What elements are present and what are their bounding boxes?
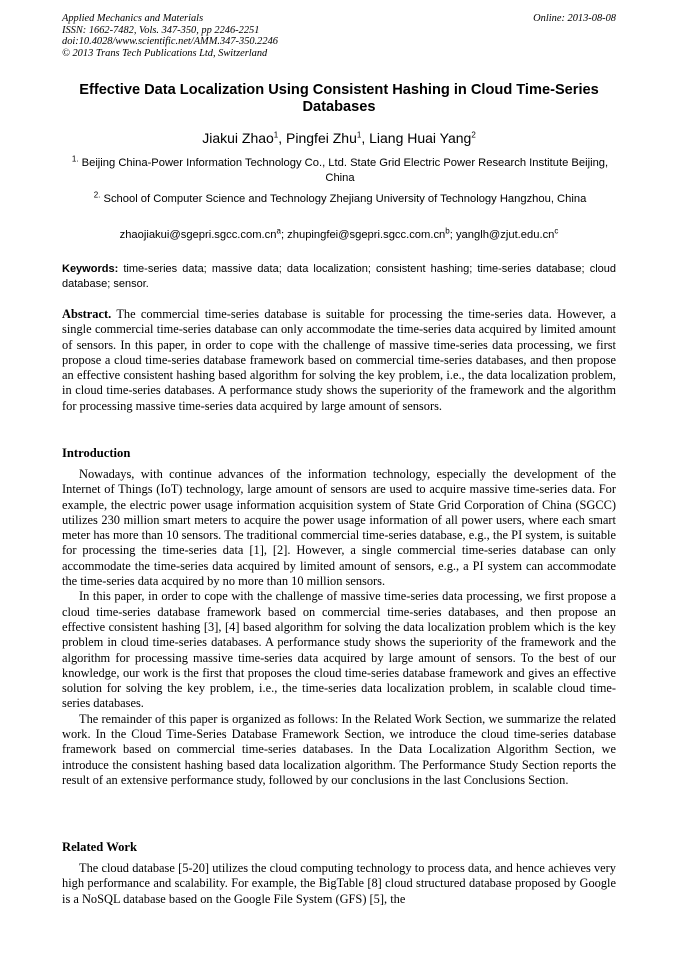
paragraph: In this paper, in order to cope with the challenge of massive time-series data processing, we first propose a cloud time-series database framework based on commercial time-series databases, and then propose an effective consistent hashing [3], [4] based algorithm for solving the data localization problem which is the key problem in cloud time-series databases. A performance study shows the superiority of the framework and the algorithm for processing massive time-series data acquired by large amount of sensors. To the best of our knowledge, our work is the first that proposes the cloud time-series database framework and gives an effective solution for solving the key problem, i.e., the time-series data localization problem, in scalable cloud time-series databases. <box>62 589 616 711</box>
issn-line: ISSN: 1662-7482, Vols. 347-350, pp 2246-2251 <box>62 24 260 36</box>
author-name: Jiakui Zhao <box>202 130 274 146</box>
affiliation <box>70 192 610 207</box>
author-name: Pingfei Zhu <box>286 130 357 146</box>
online-date: Online: 2013-08-08 <box>533 13 616 24</box>
affiliation <box>70 156 610 186</box>
paragraph: The cloud database [5-20] utilizes the cloud computing technology to process data, and hence achieves very high performance and scalability. For example, the BigTable [8] cloud structured database proposed by Google is a NoSQL database based on the Google File System (GFS) [5], the <box>62 861 616 906</box>
affiliation-text: Beijing China-Power Information Technology Co., Ltd. State Grid Electric Power Research Institute Beijing, China <box>81 157 609 184</box>
author-affiliation-mark: 1 <box>273 130 279 140</box>
keywords-text: time-series data; massive data; data localization; consistent hashing; time-series database; cloud database; sensor. <box>62 263 616 290</box>
keywords-block <box>62 262 616 291</box>
paragraph: The remainder of this paper is organized as follows: In the Related Work Section, we summarize the related work. In the Cloud Time-Series Database Framework Section, we introduce the cloud time-series database framework based on commercial time-series databases. In the Data Localization Algorithm Section, we introduce the consistent hashing based data localization algorithm. The Performance Study Section reports the result of an extensive performance study, followed by our conclusions in the last Conclusions Section. <box>62 711 616 787</box>
introduction-body <box>62 467 616 788</box>
doi-line: doi:10.4028/www.scientific.net/AMM.347-350.2246 <box>62 36 278 48</box>
keywords-label: Keywords: <box>62 263 119 275</box>
copyright-line: © 2013 Trans Tech Publications Ltd, Switzerland <box>62 47 268 59</box>
journal-header <box>62 13 616 59</box>
paper-title: Effective Data Localization Using Consistent Hashing in Cloud Time-Series Databases <box>79 82 599 115</box>
author-affiliation-mark: 2 <box>471 130 476 140</box>
email-address: yanglh@zjut.edu.cn <box>455 229 555 241</box>
paragraph: Nowadays, with continue advances of the information technology, especially the development of the Internet of Things (IoT) technology, large amount of sensors are used to acquire massive time-series data. For example, the electric power usage information acquisition system of State Grid Corporation of China (SGCC) utilizes 230 million smart meters to acquire the power usage information of all power users, where each smart meter has more than 10 sensors. The traditional commercial time-series database, e.g., the PI system, is suitable for processing the time-series data [1], [2]. However, a single commercial time-series database can only accommodate the time-series data acquired by limited amount of sensors, e.g., a PI system can accommodate the time-series data acquired by no more than 10 million sensors. <box>62 467 616 589</box>
email-mark: b <box>445 226 450 236</box>
affiliation-mark: 2. <box>93 190 101 200</box>
abstract-label: Abstract. <box>62 307 112 321</box>
affiliation-text: School of Computer Science and Technology Zhejiang University of Technology Hangzhou, China <box>103 193 587 205</box>
email-address: zhaojiakui@sgepri.sgcc.com.cn <box>119 229 277 241</box>
author-name: Liang Huai Yang <box>369 130 472 146</box>
email-mark: a <box>276 226 281 236</box>
related-work-body <box>62 861 616 907</box>
email-list: $zhaojiakui@sgepri.sgcc.com.cn^a$; $zhupingfei@sgepri.sgcc.com.cn^b$; $yanglh@zjut.edu.cn^c$ <box>119 226 559 241</box>
journal-name: Applied Mechanics and Materials <box>62 13 204 24</box>
author-list: Jiakui Zhao$^1$, Pingfei Zhu$^1$, Liang Huai Yang$^2$ <box>202 130 476 146</box>
affiliation-mark: 1. <box>71 154 79 164</box>
abstract-text: The commercial time-series database is suitable for processing the time-series data. However, a single commercial time-series database can only accommodate the time-series data acquired by limited amount of sensors. In this paper, in order to cope with the challenge of massive time-series data processing, we first propose a cloud time-series database framework based on commercial time-series databases, and then propose an effective consistent hashing based algorithm for solving the key problem, i.e., the data localization problem, in cloud time-series databases. A performance study shows the superiority of the framework and the algorithm for processing massive time-series data acquired by large amount of sensors. <box>62 307 617 413</box>
section-heading-introduction: Introduction <box>62 446 131 460</box>
author-affiliation-mark: 1 <box>356 130 362 140</box>
abstract-block <box>62 307 616 414</box>
email-mark: c <box>554 226 559 236</box>
email-address: zhupingfei@sgepri.sgcc.com.cn <box>287 229 446 241</box>
section-heading-related-work: Related Work <box>62 840 137 854</box>
